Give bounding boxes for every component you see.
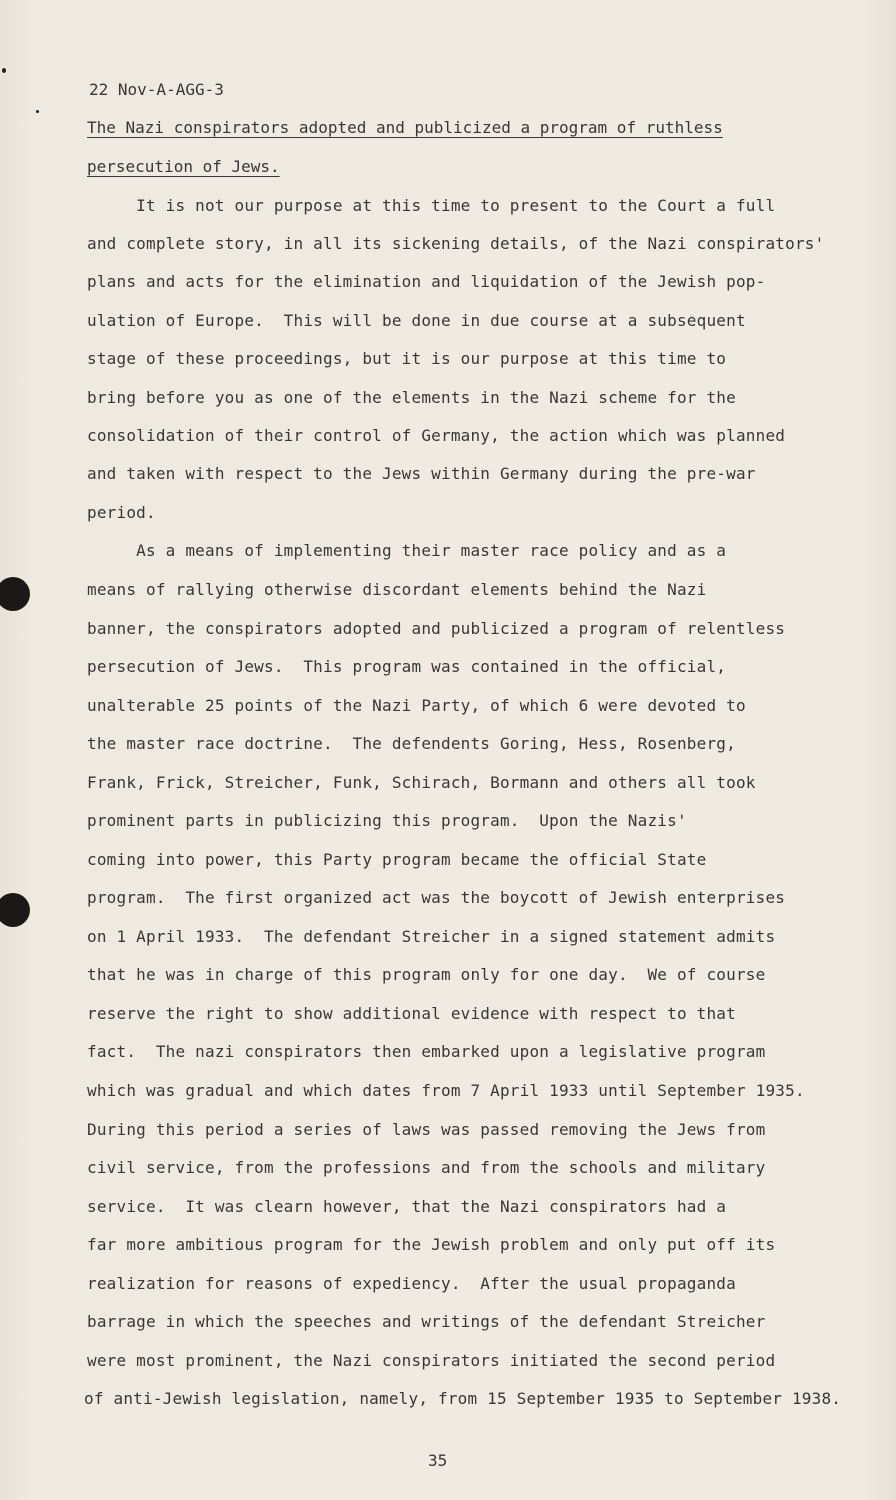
text-line: reserve the right to show additional evidence with respect to that [87, 1004, 736, 1023]
text-line: As a means of implementing their master race policy and as a [87, 541, 727, 560]
text-line: that he was in charge of this program only for one day. We of course [87, 965, 766, 984]
text-line: and complete story, in all its sickening details, of the Nazi conspirators' [87, 234, 825, 253]
text-line: banner, the conspirators adopted and publicized a program of relentless [87, 619, 786, 638]
text-line: Frank, Frick, Streicher, Funk, Schirach, Bormann and others all took [87, 773, 756, 792]
text-line: on 1 April 1933. The defendant Streicher in a signed statement admits [87, 927, 776, 946]
paper-speck [36, 110, 39, 113]
text-line: consolidation of their control of Germany, the action which was planned [87, 426, 786, 445]
section-heading-line-1: The Nazi conspirators adopted and publicized a program of ruthless [87, 118, 723, 137]
text-line: unalterable 25 points of the Nazi Party, of which 6 were devoted to [87, 696, 746, 715]
text-line: fact. The nazi conspirators then embarked upon a legislative program [87, 1042, 766, 1061]
text-line: ulation of Europe. This will be done in due course at a subsequent [87, 311, 746, 330]
text-line: plans and acts for the elimination and liquidation of the Jewish pop- [87, 272, 766, 291]
punch-hole-upper [0, 577, 30, 611]
text-line: of anti-Jewish legislation, namely, from 15 September 1935 to September 1938. [84, 1389, 842, 1408]
document-reference: 22 Nov-A-AGG-3 [89, 80, 224, 99]
text-line: period. [87, 503, 156, 522]
text-line: means of rallying otherwise discordant elements behind the Nazi [87, 580, 707, 599]
text-line: It is not our purpose at this time to present to the Court a full [87, 196, 776, 215]
text-line: During this period a series of laws was passed removing the Jews from [87, 1120, 766, 1139]
text-line: civil service, from the professions and from the schools and military [87, 1158, 766, 1177]
text-line: program. The first organized act was the boycott of Jewish enterprises [87, 888, 786, 907]
page-number: 35 [428, 1451, 448, 1470]
punch-hole-lower [0, 893, 30, 927]
section-heading-line-2: persecution of Jews. [87, 157, 280, 176]
text-line: which was gradual and which dates from 7 April 1933 until September 1935. [87, 1081, 805, 1100]
text-line: persecution of Jews. This program was contained in the official, [87, 657, 727, 676]
text-line: and taken with respect to the Jews within Germany during the pre-war [87, 464, 756, 483]
text-line: coming into power, this Party program became the official State [87, 850, 707, 869]
text-line: barrage in which the speeches and writings of the defendant Streicher [87, 1312, 766, 1331]
text-line: bring before you as one of the elements in the Nazi scheme for the [87, 388, 736, 407]
paper-speck [2, 68, 6, 73]
text-line: stage of these proceedings, but it is our purpose at this time to [87, 349, 727, 368]
text-line: service. It was clearn however, that the Nazi conspirators had a [87, 1197, 727, 1216]
text-line: far more ambitious program for the Jewish problem and only put off its [87, 1235, 776, 1254]
text-line: were most prominent, the Nazi conspirators initiated the second period [87, 1351, 776, 1370]
text-line: realization for reasons of expediency. After the usual propaganda [87, 1274, 736, 1293]
text-line: the master race doctrine. The defendents Goring, Hess, Rosenberg, [87, 734, 736, 753]
text-line: prominent parts in publicizing this program. Upon the Nazis' [87, 811, 687, 830]
